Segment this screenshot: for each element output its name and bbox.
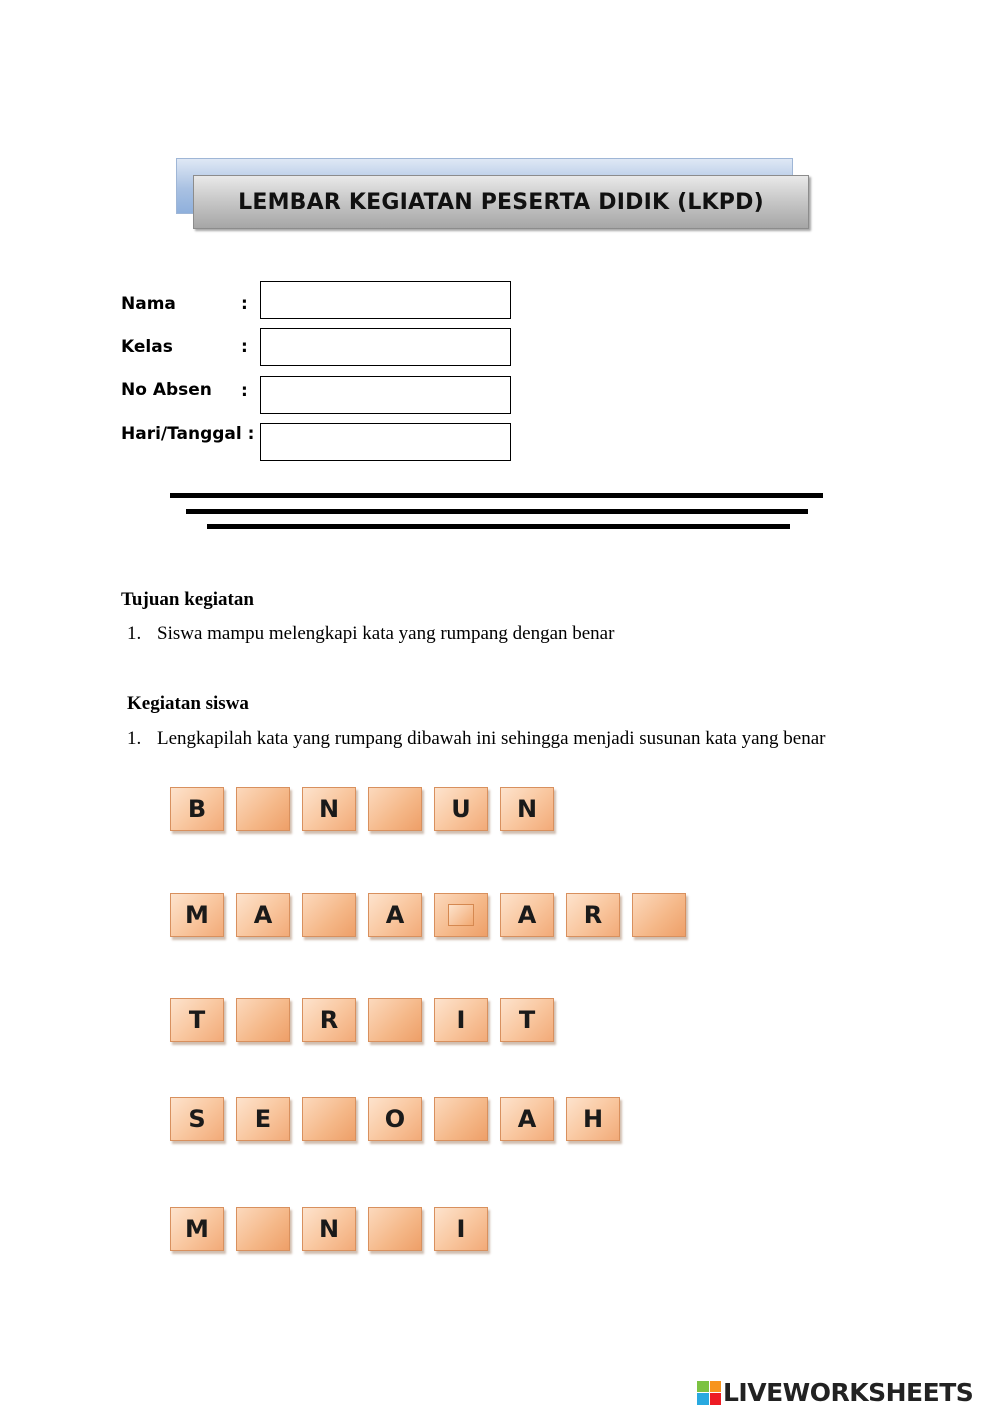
activity-item-number: 1. [127,728,142,749]
letter-tile [368,893,422,937]
name-field[interactable] [260,281,511,319]
title-banner [193,175,809,229]
blank-letter-tile[interactable] [236,787,290,831]
tile-letter: M [185,1215,209,1243]
objective-item-number: 1. [127,623,142,644]
blank-letter-tile[interactable] [302,1097,356,1141]
letter-tile [434,787,488,831]
roll-number-label: No Absen [121,380,212,400]
letter-tile [302,1207,356,1251]
letter-tile [566,1097,620,1141]
separator-line-3 [207,524,790,529]
logo-text: LIVEWORKSHEETS [723,1378,974,1407]
letter-tile [368,1097,422,1141]
tile-letter: B [187,795,207,823]
page-title: LEMBAR KEGIATAN PESERTA DIDIK (LKPD) [238,189,764,215]
tile-letter: N [318,795,340,823]
letter-tile [170,787,224,831]
name-label: Nama [121,294,176,314]
objective-item-text: Siswa mampu melengkapi kata yang rumpang dengan benar [157,623,615,644]
letter-tile [434,1207,488,1251]
logo-mark-icon [697,1381,721,1405]
separator-line-2 [186,509,808,514]
blank-letter-tile[interactable] [434,1097,488,1141]
tile-letter: U [451,795,471,823]
tile-letter: A [385,901,405,929]
letter-tile [566,893,620,937]
tile-letter: T [188,1006,206,1034]
letter-tile [500,893,554,937]
tile-letter: I [456,1215,466,1243]
tile-letter: A [253,901,273,929]
letter-tile [170,1097,224,1141]
tile-letter: N [516,795,538,823]
name-colon: : [241,294,248,314]
tile-letter: I [456,1006,466,1034]
blank-letter-tile[interactable] [368,787,422,831]
letter-tile [236,1097,290,1141]
tile-letter: S [188,1105,206,1133]
tile-inner-box [448,904,474,926]
tile-letter: H [582,1105,604,1133]
tile-letter: R [319,1006,339,1034]
activity-heading: Kegiatan siswa [127,693,249,714]
liveworksheets-logo [697,1378,973,1407]
tile-letter: R [583,901,603,929]
blank-letter-tile[interactable] [368,998,422,1042]
blank-letter-tile[interactable] [236,998,290,1042]
tile-letter: E [254,1105,272,1133]
activity-item [127,728,826,750]
tile-letter: N [318,1215,340,1243]
tile-letter: A [517,1105,537,1133]
letter-tile [170,1207,224,1251]
roll-number-colon: : [241,381,248,401]
class-field[interactable] [260,328,511,366]
letter-tile [500,998,554,1042]
date-label: Hari/Tanggal : [121,424,255,444]
objective-heading: Tujuan kegiatan [121,589,254,610]
tile-letter: A [517,901,537,929]
class-colon: : [241,337,248,357]
class-label: Kelas [121,337,173,357]
date-field[interactable] [260,423,511,461]
letter-tile [434,998,488,1042]
blank-letter-tile[interactable] [632,893,686,937]
blank-letter-tile[interactable] [302,893,356,937]
roll-number-field[interactable] [260,376,511,414]
letter-tile [302,787,356,831]
objective-item [127,623,614,645]
blank-letter-tile[interactable] [368,1207,422,1251]
letter-tile [500,1097,554,1141]
letter-tile [236,893,290,937]
tile-letter: O [384,1105,406,1133]
blank-letter-tile[interactable] [236,1207,290,1251]
blank-letter-tile[interactable] [434,893,488,937]
separator-line-1 [170,493,823,498]
letter-tile [170,998,224,1042]
tile-letter: M [185,901,209,929]
tile-letter: T [518,1006,536,1034]
letter-tile [302,998,356,1042]
activity-item-text: Lengkapilah kata yang rumpang dibawah ini sehingga menjadi susunan kata yang benar [157,728,826,749]
letter-tile [500,787,554,831]
letter-tile [170,893,224,937]
